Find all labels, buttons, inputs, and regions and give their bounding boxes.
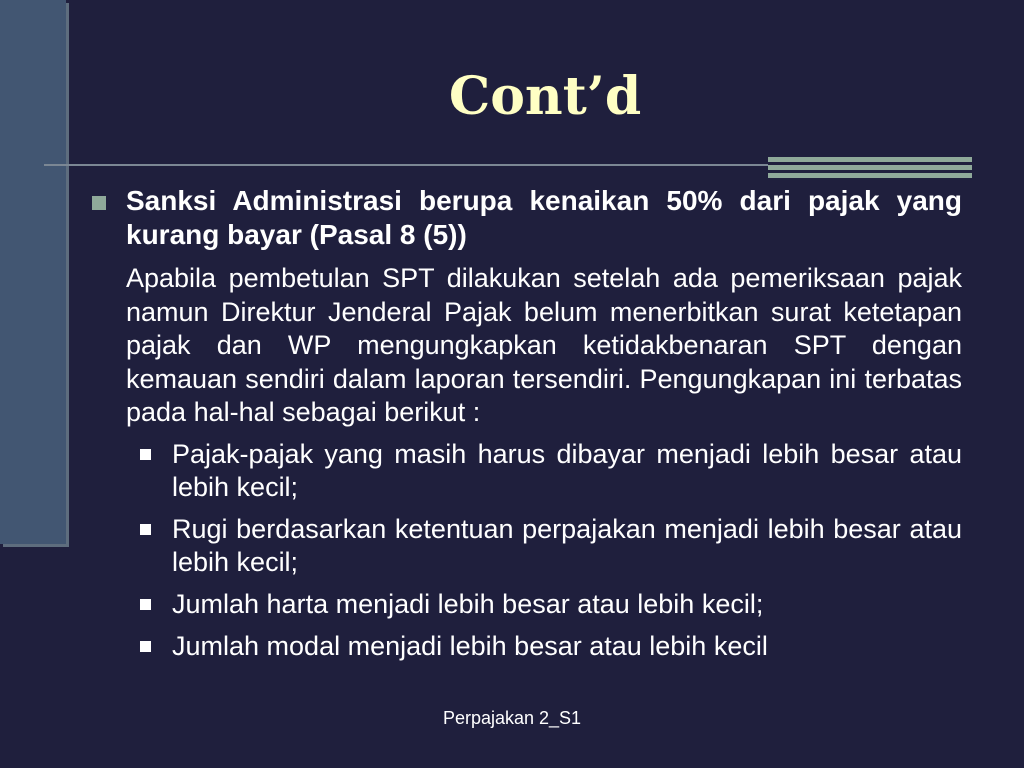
square-bullet-icon <box>140 641 151 652</box>
list-item-text: Jumlah harta menjadi lebih besar atau lebih kecil; <box>172 588 764 619</box>
main-bullet <box>90 184 962 252</box>
list-item <box>90 513 962 579</box>
slide-content <box>90 184 962 672</box>
list-item-text: Jumlah modal menjadi lebih besar atau lebih kecil <box>172 630 768 661</box>
square-bullet-icon <box>92 196 106 210</box>
explanation-paragraph: Apabila pembetulan SPT dilakukan setelah ada pemeriksaan pajak namun Direktur Jenderal Pajak belum menerbitkan surat ketetapan pajak dan WP mengungkapkan ketidakbenaran SPT dengan kemauan sendiri dalam laporan tersendiri. Pengungkapan ini terbatas pada hal-hal sebagai berikut : <box>126 263 962 427</box>
list-item <box>90 588 962 621</box>
slide-title: Cont’d <box>448 66 642 127</box>
main-bullet-text: Sanksi Administrasi berupa kenaikan 50% dari pajak yang kurang bayar (Pasal 8 (5)) <box>126 185 962 250</box>
list-item-text: Pajak-pajak yang masih harus dibayar menjadi lebih besar atau lebih kecil; <box>172 438 962 502</box>
list-item <box>90 630 962 663</box>
title-divider-accent <box>768 157 972 179</box>
sub-bullet-list <box>90 438 962 663</box>
title-divider-line <box>44 164 768 166</box>
decorative-side-bar <box>0 0 66 544</box>
square-bullet-icon <box>140 524 151 535</box>
list-item-text: Rugi berdasarkan ketentuan perpajakan menjadi lebih besar atau lebih kecil; <box>172 513 962 577</box>
slide-footer: Perpajakan 2_S1 <box>442 708 582 728</box>
square-bullet-icon <box>140 449 151 460</box>
square-bullet-icon <box>140 599 151 610</box>
list-item <box>90 438 962 504</box>
